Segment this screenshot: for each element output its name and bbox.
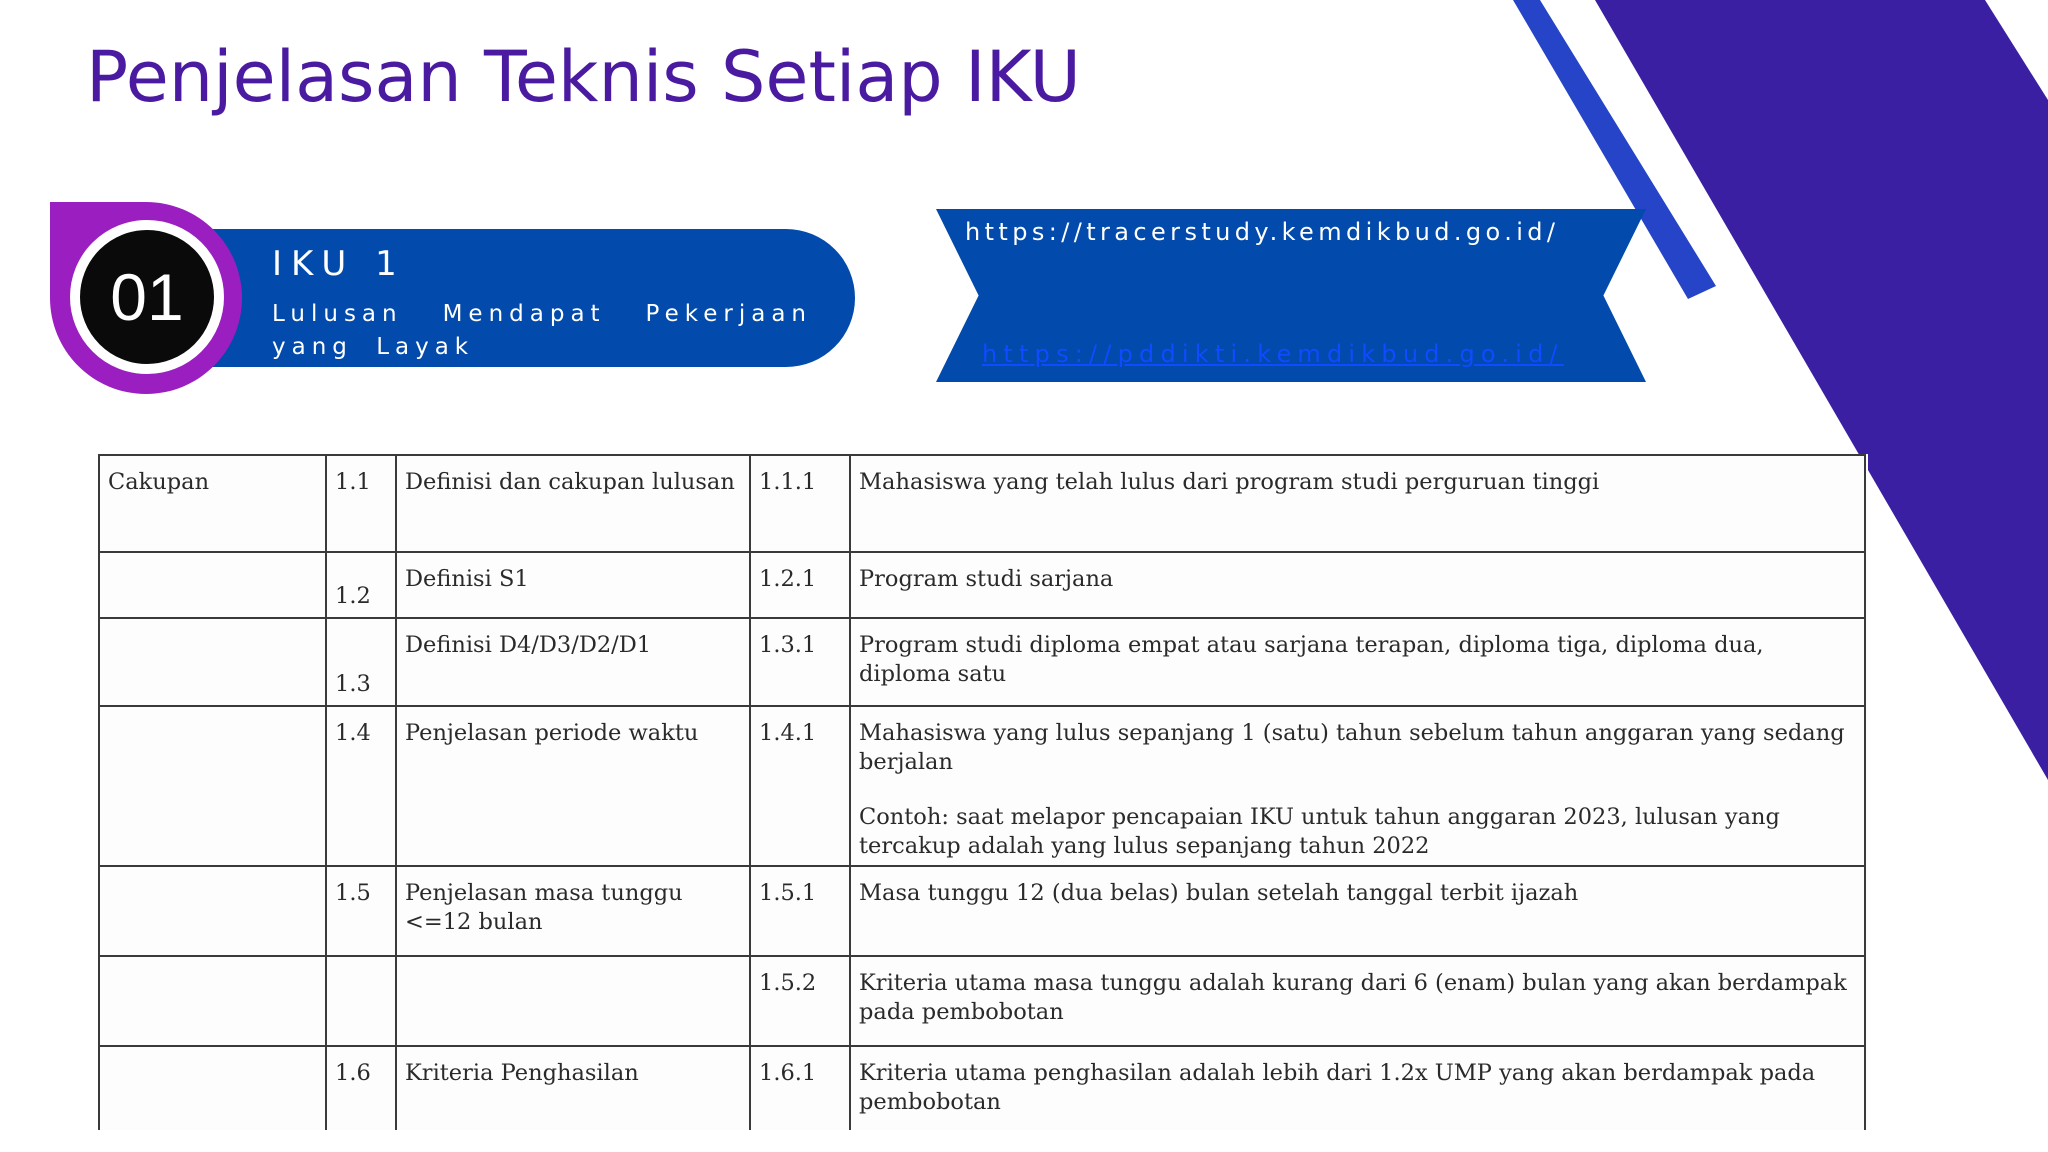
section-cell bbox=[99, 956, 326, 1046]
description-cell bbox=[850, 455, 1865, 552]
number-badge bbox=[70, 220, 224, 374]
item-cell: Penjelasan periode waktu bbox=[396, 706, 750, 866]
description-text: Mahasiswa yang lulus sepanjang 1 (satu) tahun sebelum tahun anggaran yang sedang berjalan bbox=[859, 720, 1845, 775]
iku-definition-table bbox=[98, 454, 1868, 1130]
description-cell bbox=[850, 956, 1865, 1046]
sub-number-cell: 1.2.1 bbox=[750, 552, 850, 618]
description-text: Kriteria utama penghasilan adalah lebih dari 1.2x UMP yang akan berdampak pada pembobotan bbox=[859, 1060, 1816, 1115]
item-number-cell: 1.6 bbox=[326, 1046, 396, 1130]
sub-number-cell: 1.3.1 bbox=[750, 618, 850, 706]
page-title: Penjelasan Teknis Setiap IKU bbox=[86, 36, 1081, 118]
description-text: Masa tunggu 12 (dua belas) bulan setelah tanggal terbit ijazah bbox=[859, 880, 1579, 906]
item-number-cell bbox=[326, 956, 396, 1046]
item-cell: Definisi dan cakupan lulusan bbox=[396, 455, 750, 552]
table-row bbox=[99, 618, 1865, 706]
sub-number-cell: 1.6.1 bbox=[750, 1046, 850, 1130]
sub-number-cell: 1.4.1 bbox=[750, 706, 850, 866]
section-cell: Cakupan bbox=[99, 455, 326, 552]
item-number-cell: 1.5 bbox=[326, 866, 396, 956]
item-number-cell: 1.1 bbox=[326, 455, 396, 552]
description-cell bbox=[850, 618, 1865, 706]
description-cell bbox=[850, 1046, 1865, 1130]
description-example: Contoh: saat melapor pencapaian IKU untuk tahun anggaran 2023, lulusan yang tercakup adalah yang lulus sepanjang tahun 2022 bbox=[859, 804, 1780, 859]
table-row bbox=[99, 552, 1865, 618]
definition-table bbox=[98, 454, 1866, 1130]
description-text: Kriteria utama masa tunggu adalah kurang dari 6 (enam) bulan yang akan berdampak pada pembobotan bbox=[859, 970, 1847, 1025]
section-cell bbox=[99, 866, 326, 956]
item-cell: Kriteria Penghasilan bbox=[396, 1046, 750, 1130]
table-row bbox=[99, 1046, 1865, 1130]
description-text: Program studi sarjana bbox=[859, 566, 1114, 592]
item-cell: Penjelasan masa tunggu <=12 bulan bbox=[396, 866, 750, 956]
table-row bbox=[99, 706, 1865, 866]
badge-number: 01 bbox=[110, 260, 184, 334]
table-row bbox=[99, 866, 1865, 956]
sub-number-cell: 1.1.1 bbox=[750, 455, 850, 552]
table-row bbox=[99, 455, 1865, 552]
item-cell: Definisi D4/D3/D2/D1 bbox=[396, 618, 750, 706]
iku-title: IKU 1 bbox=[272, 244, 406, 284]
item-cell bbox=[396, 956, 750, 1046]
item-number-cell: 1.4 bbox=[326, 706, 396, 866]
sub-number-cell: 1.5.2 bbox=[750, 956, 850, 1046]
description-text: Mahasiswa yang telah lulus dari program studi perguruan tinggi bbox=[859, 469, 1600, 495]
section-cell bbox=[99, 706, 326, 866]
table-row bbox=[99, 956, 1865, 1046]
item-cell: Definisi S1 bbox=[396, 552, 750, 618]
iku-subtitle: Lulusan Mendapat Pekerjaan yang Layak bbox=[272, 301, 812, 360]
section-cell bbox=[99, 552, 326, 618]
sub-number-cell: 1.5.1 bbox=[750, 866, 850, 956]
pddikti-link[interactable]: https://pddikti.kemdikbud.go.id/ bbox=[982, 340, 1564, 368]
description-cell bbox=[850, 552, 1865, 618]
description-cell bbox=[850, 866, 1865, 956]
description-text: Program studi diploma empat atau sarjana terapan, diploma tiga, diploma dua, diploma satu bbox=[859, 632, 1764, 687]
description-cell bbox=[850, 706, 1865, 866]
item-number-cell: 1.3 bbox=[326, 618, 396, 706]
tracerstudy-link[interactable]: https://tracerstudy.kemdikbud.go.id/ bbox=[965, 218, 1560, 246]
section-cell bbox=[99, 1046, 326, 1130]
item-number-cell: 1.2 bbox=[326, 552, 396, 618]
section-cell bbox=[99, 618, 326, 706]
